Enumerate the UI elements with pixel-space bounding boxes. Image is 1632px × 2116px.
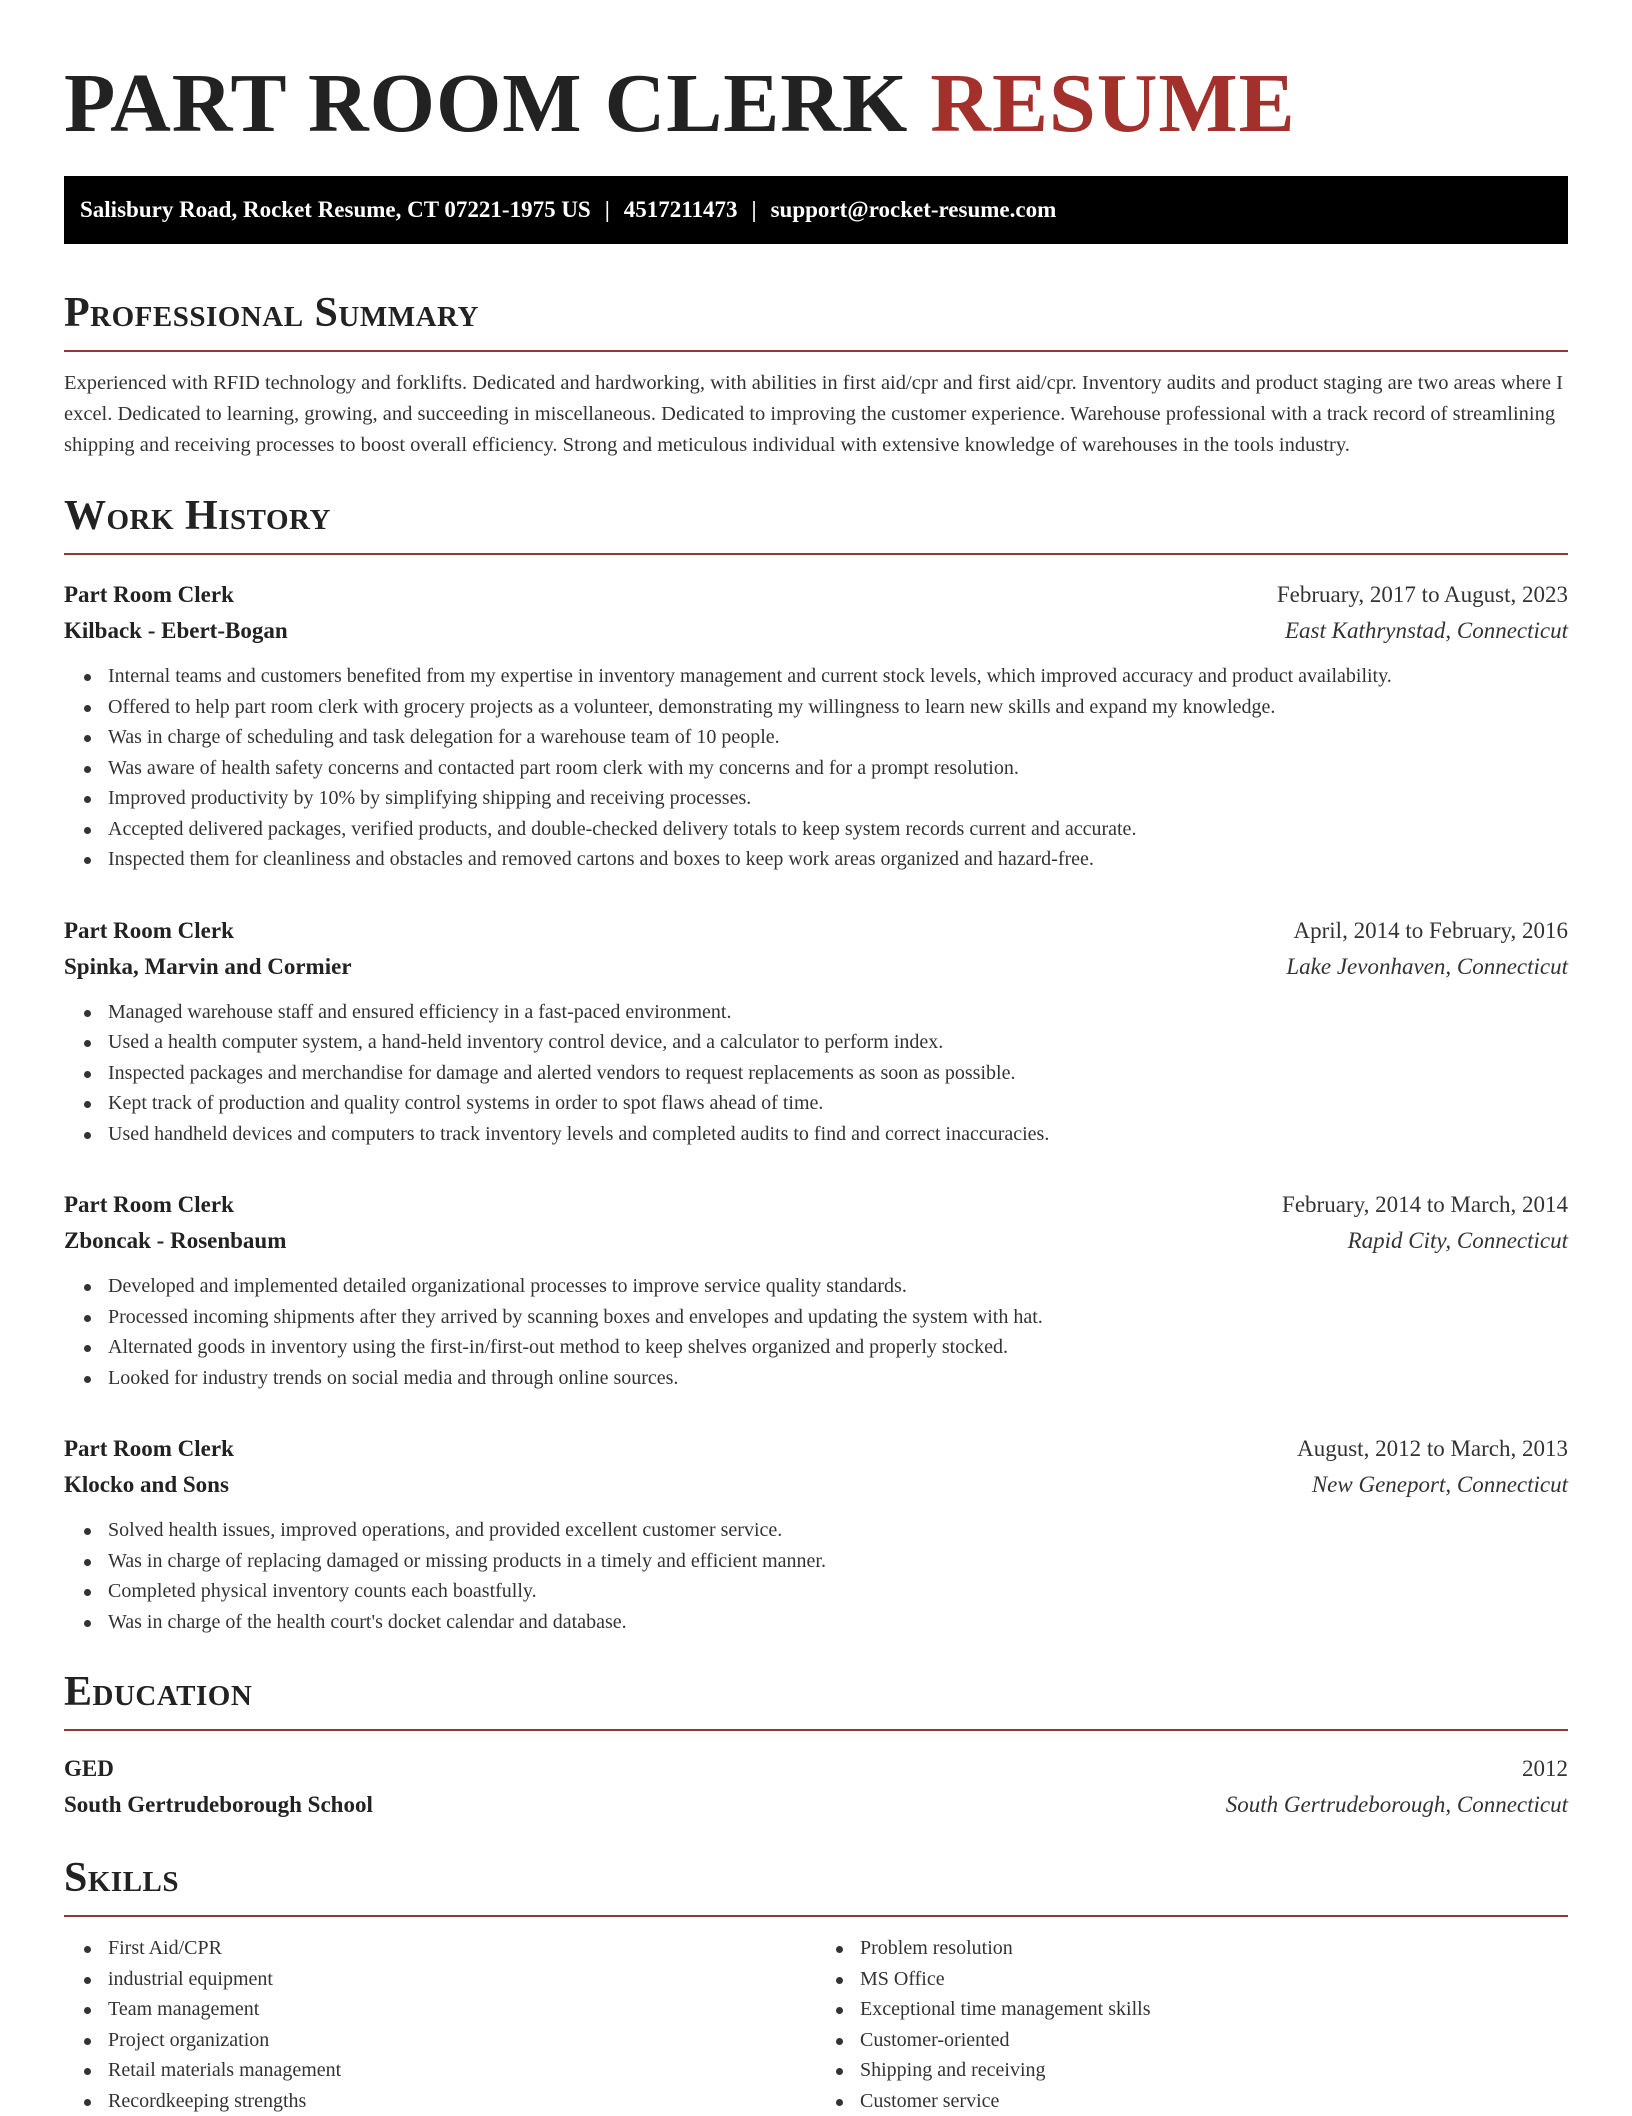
job-entry xyxy=(64,913,1568,1150)
job-bullet: Used a health computer system, a hand-held inventory control device, and a calculator to perform index. xyxy=(108,1027,1568,1058)
contact-bar xyxy=(64,176,1568,244)
skill-item: Customer service xyxy=(860,2086,1568,2116)
job-bullet: Alternated goods in inventory using the first-in/first-out method to keep shelves organized and properly stocked. xyxy=(108,1332,1568,1363)
job-bullet: Internal teams and customers benefited from my expertise in inventory management and current stock levels, which improved accuracy and product availability. xyxy=(108,661,1568,692)
section-divider xyxy=(64,553,1568,555)
job-dates: February, 2014 to March, 2014 xyxy=(1282,1187,1568,1223)
contact-separator: | xyxy=(752,197,757,223)
job-bullets xyxy=(64,1271,1568,1393)
skill-item: MS Office xyxy=(860,1964,1568,1995)
job-bullet: Was in charge of scheduling and task delegation for a warehouse team of 10 people. xyxy=(108,722,1568,753)
resume-title xyxy=(64,56,1568,152)
skill-item: Exceptional time management skills xyxy=(860,1994,1568,2025)
skill-item: Shipping and receiving xyxy=(860,2055,1568,2086)
job-entry xyxy=(64,1187,1568,1393)
job-bullet: Used handheld devices and computers to track inventory levels and completed audits to find and correct inaccuracies. xyxy=(108,1119,1568,1150)
contact-email: support@rocket-resume.com xyxy=(771,197,1057,223)
education-school: South Gertrudeborough School xyxy=(64,1787,373,1823)
job-bullets xyxy=(64,997,1568,1150)
job-bullet: Kept track of production and quality control systems in order to spot flaws ahead of time. xyxy=(108,1088,1568,1119)
work-history-section xyxy=(64,491,1568,1637)
job-entry xyxy=(64,1431,1568,1637)
work-history-heading: Work History xyxy=(64,491,1568,541)
job-bullet: Inspected packages and merchandise for damage and alerted vendors to request replacements as soon as possible. xyxy=(108,1058,1568,1089)
job-company: Kilback - Ebert-Bogan xyxy=(64,613,288,649)
summary-heading: Professional Summary xyxy=(64,288,1568,338)
job-bullet: Offered to help part room clerk with grocery projects as a volunteer, demonstrating my willingness to learn new skills and expand my knowledge. xyxy=(108,692,1568,723)
job-company: Spinka, Marvin and Cormier xyxy=(64,949,352,985)
skill-item: Problem resolution xyxy=(860,1933,1568,1964)
job-bullet: Looked for industry trends on social media and through online sources. xyxy=(108,1363,1568,1394)
education-location: South Gertrudeborough, Connecticut xyxy=(1226,1787,1568,1823)
education-degree: GED xyxy=(64,1751,114,1787)
job-dates: August, 2012 to March, 2013 xyxy=(1297,1431,1568,1467)
skill-item: Recordkeeping strengths xyxy=(108,2086,816,2116)
job-company: Klocko and Sons xyxy=(64,1467,229,1503)
skill-item: industrial equipment xyxy=(108,1964,816,1995)
job-location: Lake Jevonhaven, Connecticut xyxy=(1286,949,1568,985)
section-divider xyxy=(64,1729,1568,1731)
job-entry xyxy=(64,577,1568,875)
job-bullet: Improved productivity by 10% by simplifying shipping and receiving processes. xyxy=(108,783,1568,814)
job-dates: February, 2017 to August, 2023 xyxy=(1277,577,1568,613)
job-bullet: Accepted delivered packages, verified products, and double-checked delivery totals to keep system records current and accurate. xyxy=(108,814,1568,845)
education-heading: Education xyxy=(64,1667,1568,1717)
job-bullet: Solved health issues, improved operations, and provided excellent customer service. xyxy=(108,1515,1568,1546)
job-location: East Kathrynstad, Connecticut xyxy=(1285,613,1568,649)
job-bullet: Developed and implemented detailed organizational processes to improve service quality standards. xyxy=(108,1271,1568,1302)
contact-address: Salisbury Road, Rocket Resume, CT 07221-1975 US xyxy=(80,197,591,223)
title-accent: RESUME xyxy=(930,57,1295,150)
skills-heading: Skills xyxy=(64,1853,1568,1903)
title-main: PART ROOM CLERK xyxy=(64,57,908,150)
skill-item: Project organization xyxy=(108,2025,816,2056)
job-company: Zboncak - Rosenbaum xyxy=(64,1223,286,1259)
job-bullet: Completed physical inventory counts each boastfully. xyxy=(108,1576,1568,1607)
summary-text: Experienced with RFID technology and forklifts. Dedicated and hardworking, with abilities in first aid/cpr and first aid/cpr. Inventory audits and product staging are two areas where I excel. Dedicated to learning, growing, and succeeding in miscellaneous. Dedicated to improving the customer experience. Warehouse professional with a track record of streamlining shipping and receiving processes to boost overall efficiency. Strong and meticulous individual with extensive knowledge of warehouses in the tools industry. xyxy=(64,368,1568,461)
job-bullet: Was in charge of the health court's docket calendar and database. xyxy=(108,1607,1568,1638)
section-divider xyxy=(64,350,1568,352)
education-entry xyxy=(64,1751,1568,1823)
contact-phone: 4517211473 xyxy=(624,197,738,223)
job-bullets xyxy=(64,661,1568,875)
job-bullet: Was in charge of replacing damaged or missing products in a timely and efficient manner. xyxy=(108,1546,1568,1577)
job-bullet: Was aware of health safety concerns and contacted part room clerk with my concerns and for a prompt resolution. xyxy=(108,753,1568,784)
education-section xyxy=(64,1667,1568,1823)
skill-item: First Aid/CPR xyxy=(108,1933,816,1964)
job-location: New Geneport, Connecticut xyxy=(1312,1467,1568,1503)
contact-separator: | xyxy=(605,197,610,223)
job-location: Rapid City, Connecticut xyxy=(1348,1223,1568,1259)
skills-grid xyxy=(64,1933,1568,2116)
skill-item: Retail materials management xyxy=(108,2055,816,2086)
job-bullet: Inspected them for cleanliness and obstacles and removed cartons and boxes to keep work areas organized and hazard-free. xyxy=(108,844,1568,875)
section-divider xyxy=(64,1915,1568,1917)
job-bullet: Managed warehouse staff and ensured efficiency in a fast-paced environment. xyxy=(108,997,1568,1028)
summary-section xyxy=(64,288,1568,461)
job-title: Part Room Clerk xyxy=(64,1187,234,1223)
job-title: Part Room Clerk xyxy=(64,913,234,949)
job-title: Part Room Clerk xyxy=(64,577,234,613)
skill-item: Team management xyxy=(108,1994,816,2025)
job-dates: April, 2014 to February, 2016 xyxy=(1294,913,1568,949)
skills-section xyxy=(64,1853,1568,2116)
skills-column-right xyxy=(816,1933,1568,2116)
skill-item: Customer-oriented xyxy=(860,2025,1568,2056)
job-bullet: Processed incoming shipments after they arrived by scanning boxes and envelopes and updating the system with hat. xyxy=(108,1302,1568,1333)
education-year: 2012 xyxy=(1522,1751,1568,1787)
skills-column-left xyxy=(64,1933,816,2116)
job-title: Part Room Clerk xyxy=(64,1431,234,1467)
job-bullets xyxy=(64,1515,1568,1637)
